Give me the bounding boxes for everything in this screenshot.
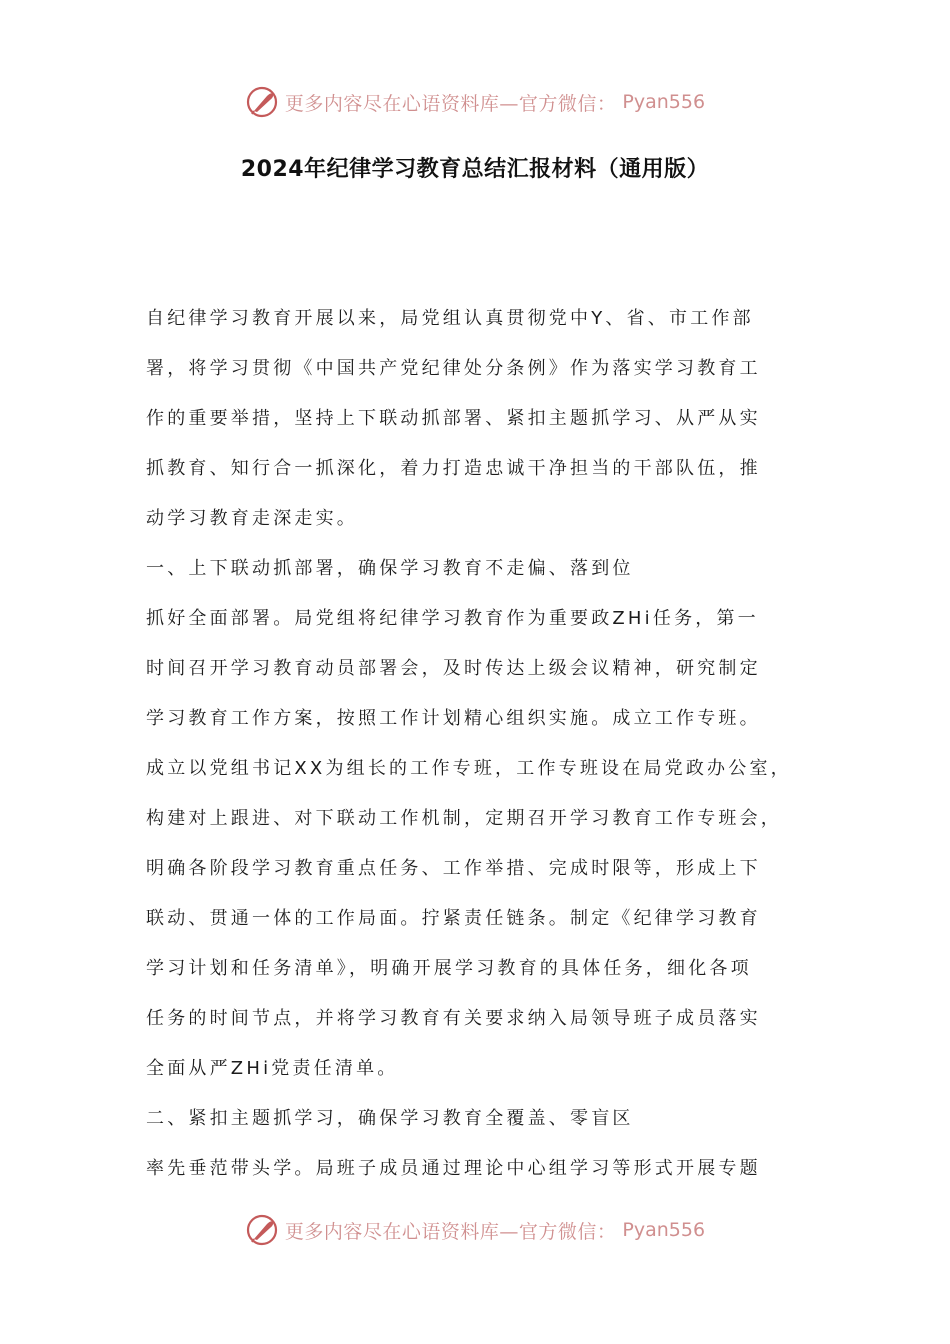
section-heading: 二、紧扣主题抓学习，确保学习教育全覆盖、零盲区	[146, 1108, 634, 1129]
body-line: 自纪律学习教育开展以来，局党组认真贯彻党中Y、省、市工作部	[146, 308, 754, 329]
body-line: 时间召开学习教育动员部署会，及时传达上级会议精神，研究制定	[146, 658, 761, 679]
body-line: 任务的时间节点，并将学习教育有关要求纳入局领导班子成员落实	[146, 1008, 761, 1029]
body-line: 作的重要举措，坚持上下联动抓部署、紧扣主题抓学习、从严从实	[146, 408, 761, 429]
body-line: 构建对上跟进、对下联动工作机制，定期召开学习教育工作专班会，	[146, 808, 782, 829]
wechat-id: Pyan556	[622, 91, 706, 113]
body-line: 抓好全面部署。局党组将纪律学习教育作为重要政ZHi任务，第一	[146, 608, 759, 629]
body-line: 学习教育工作方案，按照工作计划精心组织实施。成立工作专班。	[146, 708, 761, 729]
body-line: 抓教育、知行合一抓深化，着力打造忠诚干净担当的干部队伍，推	[146, 458, 761, 479]
body-line: 署，将学习贯彻《中国共产党纪律处分条例》作为落实学习教育工	[146, 358, 761, 379]
body-line: 率先垂范带头学。局班子成员通过理论中心组学习等形式开展专题	[146, 1158, 761, 1179]
header-watermark-banner	[0, 82, 950, 122]
watermark-text: 更多内容尽在心语资料库—官方微信：	[284, 92, 617, 115]
wechat-id: Pyan556	[622, 1219, 706, 1241]
section-heading: 一、上下联动抓部署，确保学习教育不走偏、落到位	[146, 558, 634, 579]
body-line: 全面从严ZHi党责任清单。	[146, 1058, 399, 1079]
quill-pen-logo-icon	[245, 1213, 279, 1247]
document-title: 2024年纪律学习教育总结汇报材料（通用版）	[240, 157, 710, 182]
quill-pen-logo-icon	[245, 85, 279, 119]
body-line: 学习计划和任务清单》，明确开展学习教育的具体任务，细化各项	[146, 958, 752, 979]
document-body	[146, 294, 816, 1194]
body-line: 联动、贯通一体的工作局面。拧紧责任链条。制定《纪律学习教育	[146, 908, 761, 929]
body-line: 动学习教育走深走实。	[146, 508, 358, 529]
watermark-text: 更多内容尽在心语资料库—官方微信：	[284, 1220, 617, 1243]
footer-watermark-banner	[0, 1210, 950, 1250]
body-line: 明确各阶段学习教育重点任务、工作举措、完成时限等，形成上下	[146, 858, 761, 879]
body-line: 成立以党组书记XX为组长的工作专班，工作专班设在局党政办公室，	[146, 758, 792, 779]
